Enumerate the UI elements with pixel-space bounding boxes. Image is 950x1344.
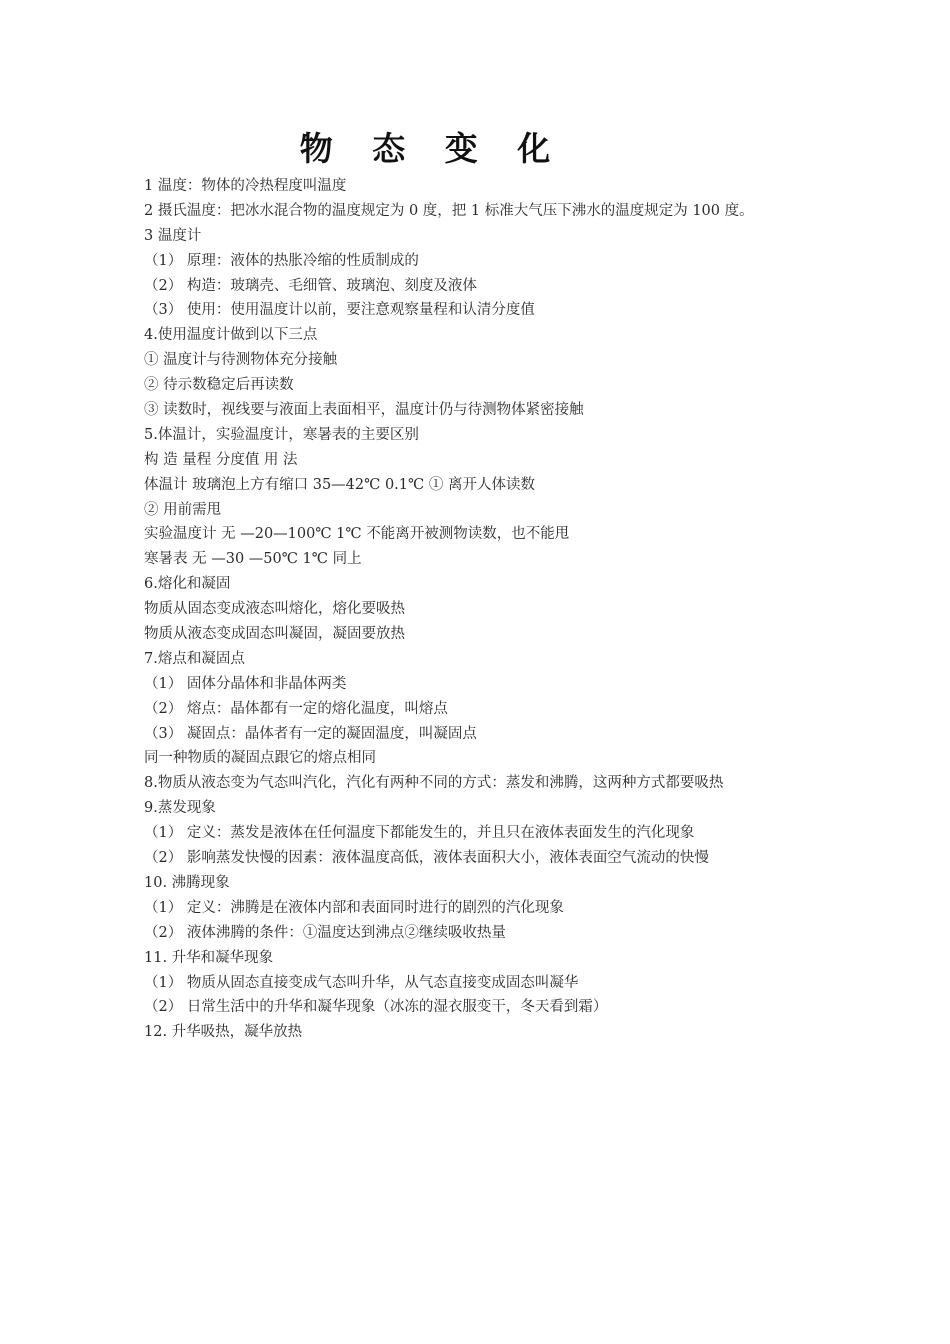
text-line: 3 温度计: [144, 227, 202, 244]
text-line: 8.物质从液态变为气态叫汽化，汽化有两种不同的方式：蒸发和沸腾，这两种方式都要吸热: [144, 775, 724, 792]
text-line: ① 温度计与待测物体充分接触: [144, 352, 338, 369]
text-line: （1） 物质从固态直接变成气态叫升华，从气态直接变成固态叫凝华: [144, 974, 579, 991]
text-line: 寒暑表 无 —30 —50℃ 1℃ 同上: [144, 551, 362, 568]
text-line: ② 用前需甩: [144, 501, 222, 518]
text-line: （1） 原理：液体的热胀冷缩的性质制成的: [144, 252, 419, 269]
text-line: （2） 影响蒸发快慢的因素：液体温度高低，液体表面积大小，液体表面空气流动的快慢: [144, 850, 709, 867]
text-line: 9.蒸发现象: [144, 800, 216, 817]
text-line: 4.使用温度计做到以下三点: [144, 327, 318, 344]
text-line: （2） 熔点：晶体都有一定的熔化温度，叫熔点: [144, 700, 448, 717]
text-line: （1） 定义：蒸发是液体在任何温度下都能发生的，并且只在液体表面发生的汽化现象: [144, 825, 695, 842]
text-line: （2） 构造：玻璃壳、毛细管、玻璃泡、刻度及液体: [144, 277, 477, 294]
text-line: （3） 凝固点：晶体者有一定的凝固温度，叫凝固点: [144, 725, 477, 742]
text-line: 2 摄氏温度：把冰水混合物的温度规定为 0 度，把 1 标准大气压下沸水的温度规定为 100 度。: [144, 202, 754, 219]
page-title: 物 态 变 化: [299, 129, 565, 168]
text-line: 实验温度计 无 —20—100℃ 1℃ 不能离开被测物读数，也不能甩: [144, 526, 570, 543]
text-line: （2） 日常生活中的升华和凝华现象（冰冻的湿衣服变干，冬天看到霜）: [144, 999, 608, 1016]
text-line: 10. 沸腾现象: [144, 874, 230, 891]
text-line: ② 待示数稳定后再读数: [144, 377, 294, 394]
text-line: 物质从液态变成固态叫凝固，凝固要放热: [144, 626, 405, 643]
document-body: [144, 174, 844, 1045]
text-line: 6.熔化和凝固: [144, 576, 231, 593]
text-line: （2） 液体沸腾的条件：①温度达到沸点②继续吸收热量: [144, 924, 506, 941]
text-line: 5.体温计，实验温度计，寒暑表的主要区别: [144, 426, 419, 443]
text-line: 构 造 量程 分度值 用 法: [144, 451, 298, 468]
text-line: ③ 读数时，视线要与液面上表面相平，温度计仍与待测物体紧密接触: [144, 402, 584, 419]
text-line: 7.熔点和凝固点: [144, 650, 245, 667]
text-line: （1） 定义：沸腾是在液体内部和表面同时进行的剧烈的汽化现象: [144, 899, 564, 916]
text-line: 11. 升华和凝华现象: [144, 949, 274, 966]
text-line: 12. 升华吸热，凝华放热: [144, 1024, 303, 1041]
text-line: （1） 固体分晶体和非晶体两类: [144, 675, 347, 692]
text-line: 同一种物质的凝固点跟它的熔点相同: [144, 750, 376, 767]
text-line: （3） 使用：使用温度计以前，要注意观察量程和认清分度值: [144, 302, 535, 319]
text-line: 体温计 玻璃泡上方有缩口 35—42℃ 0.1℃ ① 离开人体读数: [144, 476, 535, 493]
text-line: 物质从固态变成液态叫熔化，熔化要吸热: [144, 601, 405, 618]
text-line: 1 温度：物体的冷热程度叫温度: [144, 178, 347, 194]
